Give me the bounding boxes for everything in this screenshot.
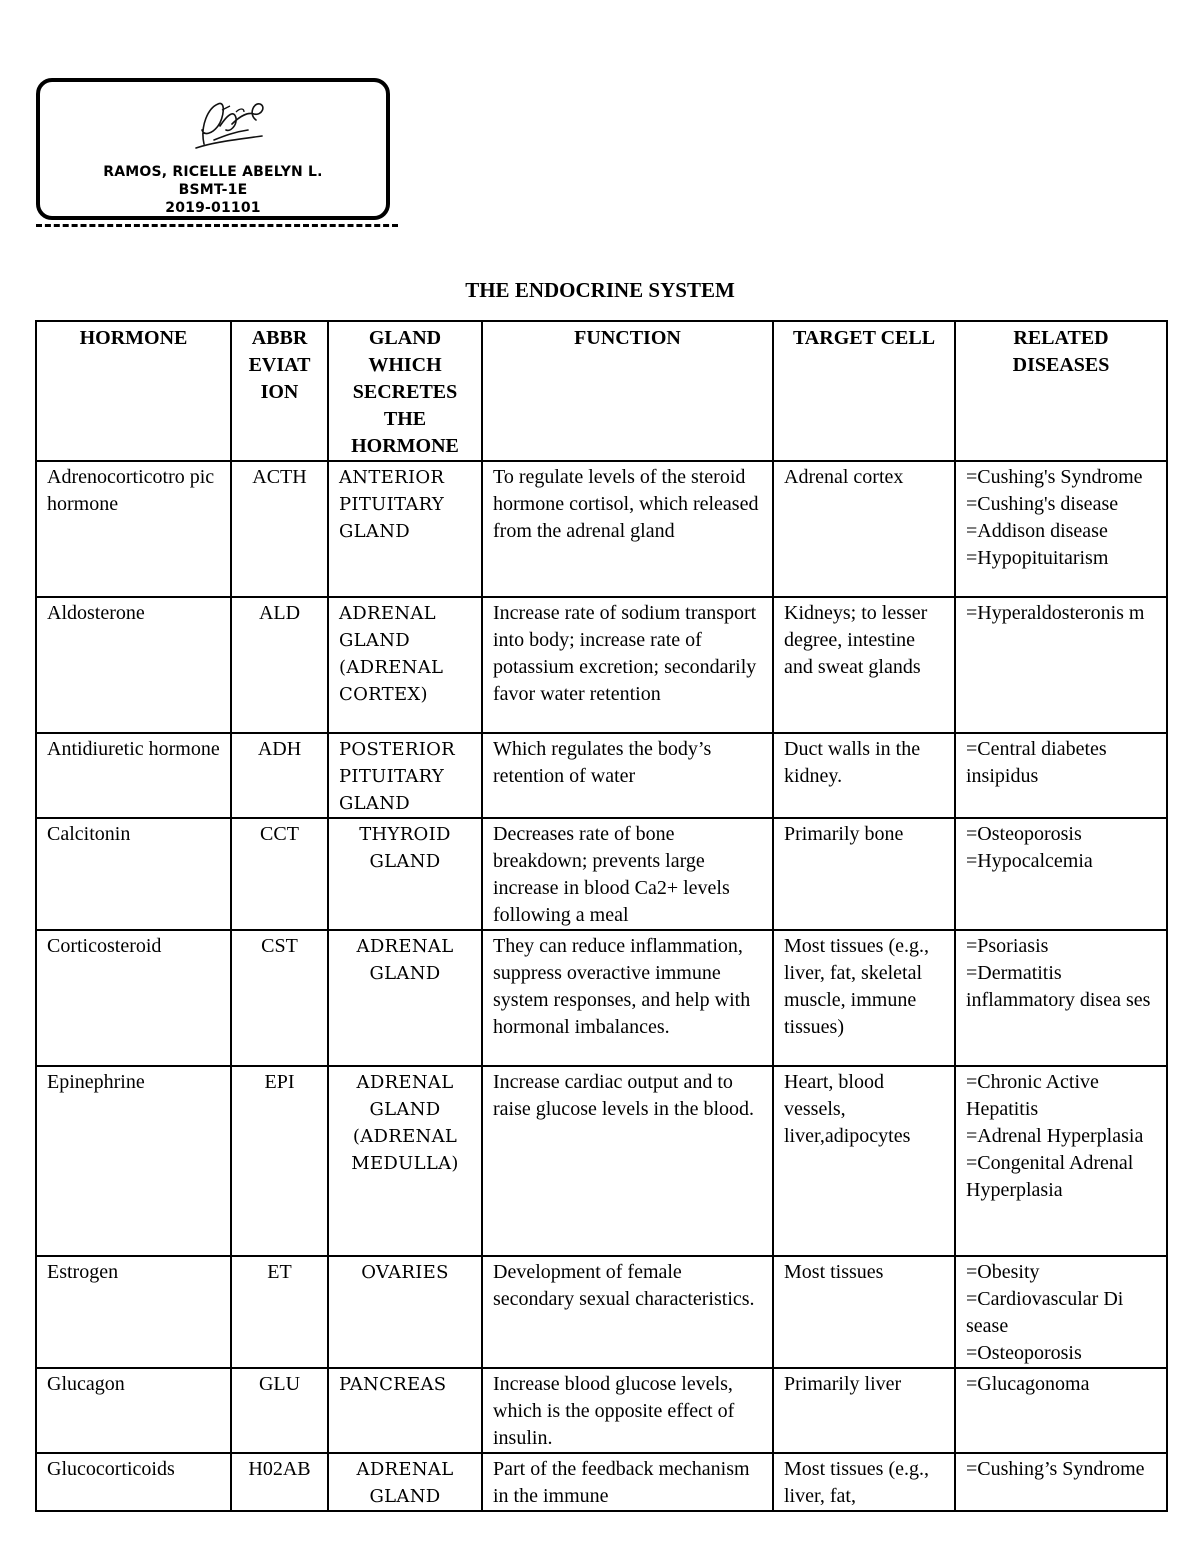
cell-gland: PANCREAS [328, 1368, 482, 1453]
cell-abbreviation: EPI [231, 1066, 328, 1256]
header-abbreviation: ABBR EVIAT ION [231, 321, 328, 461]
table-row [36, 1256, 1167, 1368]
disease-item: =Cardiovascular Di sease [966, 1288, 1124, 1337]
disease-item: =Congenital Adrenal Hyperplasia [966, 1152, 1134, 1201]
disease-item: =Psoriasis [966, 935, 1049, 957]
cell-abbreviation: ACTH [231, 461, 328, 597]
cell-related-diseases [955, 733, 1167, 818]
cell-target: Primarily liver [773, 1368, 955, 1453]
cell-abbreviation: CST [231, 930, 328, 1066]
cell-target: Most tissues [773, 1256, 955, 1368]
table-row [36, 930, 1167, 1066]
student-name: RAMOS, RICELLE ABELYN L. [103, 164, 323, 180]
cell-hormone: Corticosteroid [36, 930, 231, 1066]
table-row [36, 597, 1167, 733]
cell-target: Adrenal cortex [773, 461, 955, 597]
disease-item: =Cushing's disease [966, 493, 1119, 515]
cell-function: Decreases rate of bone breakdown; prevents large increase in blood Ca2+ levels following a meal [482, 818, 773, 930]
table-row [36, 1453, 1167, 1511]
disease-item: =Cushing's Syndrome [966, 466, 1143, 488]
cell-target: Primarily bone [773, 818, 955, 930]
cell-hormone: Glucagon [36, 1368, 231, 1453]
cell-target: Duct walls in the kidney. [773, 733, 955, 818]
table-header-row [36, 321, 1167, 461]
cell-abbreviation: GLU [231, 1368, 328, 1453]
cell-abbreviation: CCT [231, 818, 328, 930]
page-title: THE ENDOCRINE SYSTEM [465, 278, 735, 302]
cell-related-diseases [955, 1066, 1167, 1256]
student-number: 2019-01101 [165, 200, 261, 216]
cell-gland: ADRENAL GLAND [328, 930, 482, 1066]
cell-gland: ADRENAL GLAND (ADRENAL MEDULLA) [328, 1066, 482, 1256]
cell-target: Most tissues (e.g., liver, fat, [773, 1453, 955, 1511]
header-target-cell: TARGET CELL [773, 321, 955, 461]
table-row [36, 818, 1167, 930]
disease-item: =Glucagonoma [966, 1373, 1090, 1395]
cell-function: Which regulates the body’s retention of water [482, 733, 773, 818]
cell-gland: ADRENAL GLAND [328, 1453, 482, 1511]
table-row [36, 1066, 1167, 1256]
cell-abbreviation: ALD [231, 597, 328, 733]
header-hormone: HORMONE [36, 321, 231, 461]
table-row [36, 461, 1167, 597]
cell-function: They can reduce inflammation, suppress overactive immune system responses, and help with hormonal imbalances. [482, 930, 773, 1066]
cell-target: Most tissues (e.g., liver, fat, skeletal muscle, immune tissues) [773, 930, 955, 1066]
disease-item: =Osteoporosis [966, 823, 1082, 845]
table-row [36, 1368, 1167, 1453]
disease-item: =Hyperaldosteronis m [966, 602, 1145, 624]
cell-hormone: Aldosterone [36, 597, 231, 733]
cell-function: Increase blood glucose levels, which is the opposite effect of insulin. [482, 1368, 773, 1453]
cell-gland: ADRENAL GLAND (ADRENAL CORTEX) [328, 597, 482, 733]
cell-abbreviation: ET [231, 1256, 328, 1368]
cell-related-diseases [955, 461, 1167, 597]
disease-item: =Central diabetes insipidus [966, 738, 1107, 787]
cell-target: Heart, blood vessels, liver,adipocytes [773, 1066, 955, 1256]
cell-related-diseases [955, 597, 1167, 733]
cell-related-diseases [955, 818, 1167, 930]
cell-related-diseases [955, 1368, 1167, 1453]
cell-hormone: Estrogen [36, 1256, 231, 1368]
disease-item: =Hypopituitarism [966, 547, 1109, 569]
cell-hormone: Adrenocorticotro pic hormone [36, 461, 231, 597]
cell-function: Increase cardiac output and to raise glucose levels in the blood. [482, 1066, 773, 1256]
cell-abbreviation: ADH [231, 733, 328, 818]
cell-hormone: Epinephrine [36, 1066, 231, 1256]
disease-item: =Cushing’s Syndrome [966, 1458, 1145, 1480]
cell-hormone: Glucocorticoids [36, 1453, 231, 1511]
disease-item: =Chronic Active Hepatitis [966, 1071, 1099, 1120]
cell-function: Development of female secondary sexual characteristics. [482, 1256, 773, 1368]
table-row [36, 733, 1167, 818]
cell-target: Kidneys; to lesser degree, intestine and sweat glands [773, 597, 955, 733]
cell-function: Increase rate of sodium transport into body; increase rate of potassium excretion; secondarily favor water retention [482, 597, 773, 733]
cell-hormone: Antidiuretic hormone [36, 733, 231, 818]
disease-item: =Osteoporosis [966, 1342, 1082, 1364]
cell-gland: THYROID GLAND [328, 818, 482, 930]
disease-item: =Adrenal Hyperplasia [966, 1125, 1144, 1147]
header-gland: GLAND WHICH SECRETES THE HORMONE [328, 321, 482, 461]
cell-gland: OVARIES [328, 1256, 482, 1368]
student-course: BSMT-1E [178, 182, 248, 198]
cell-related-diseases [955, 1453, 1167, 1511]
cell-function: To regulate levels of the steroid hormone cortisol, which released from the adrenal gland [482, 461, 773, 597]
disease-item: =Dermatitis inflammatory disea ses [966, 962, 1151, 1011]
endocrine-table [35, 320, 1168, 1512]
disease-item: =Obesity [966, 1261, 1040, 1283]
disease-item: =Hypocalcemia [966, 850, 1093, 872]
cell-related-diseases [955, 1256, 1167, 1368]
disease-item: =Addison disease [966, 520, 1108, 542]
header-function: FUNCTION [482, 321, 773, 461]
cell-abbreviation: H02AB [231, 1453, 328, 1511]
cell-related-diseases [955, 930, 1167, 1066]
id-card [36, 78, 390, 220]
cell-hormone: Calcitonin [36, 818, 231, 930]
cell-function: Part of the feedback mechanism in the immune [482, 1453, 773, 1511]
header-related-diseases: RELATED DISEASES [955, 321, 1167, 461]
cell-gland: ANTERIOR PITUITARY GLAND [328, 461, 482, 597]
cell-gland: POSTERIOR PITUITARY GLAND [328, 733, 482, 818]
divider [36, 224, 398, 227]
signature-image [174, 96, 274, 154]
